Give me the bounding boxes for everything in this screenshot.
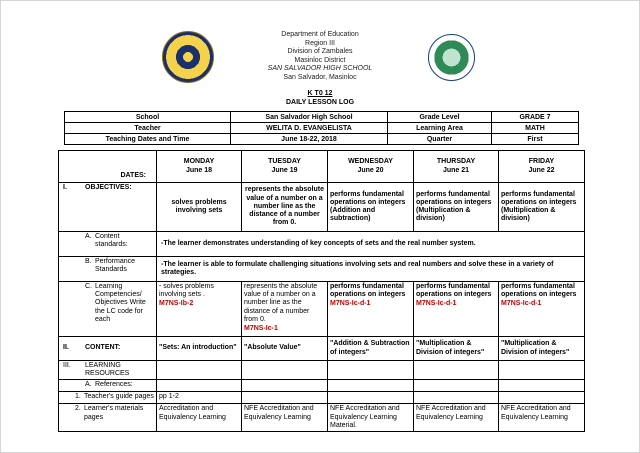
- objective-tuesday: represents the absolute value of a number on a number line as the distance of a number from 0.: [242, 183, 328, 232]
- empty-cell: [328, 361, 414, 380]
- department-line: Department of Education: [281, 31, 359, 38]
- day-date: June 20: [357, 166, 384, 174]
- section-letter: A.: [85, 381, 92, 389]
- lc-code: M7NS-Ib-2: [159, 300, 194, 308]
- teachers-guide-label-cell: [59, 392, 157, 404]
- section-label: LEARNING RESOURCES: [85, 362, 130, 378]
- day-name: FRIDAY: [528, 158, 555, 166]
- empty-cell: [499, 361, 585, 380]
- section-label: Performance Standards: [95, 258, 136, 274]
- section-letter: C.: [85, 283, 92, 290]
- school-name-line: SAN SALVADOR HIGH SCHOOL: [267, 65, 373, 73]
- content-label-cell: [59, 337, 157, 361]
- guide-pages-thursday: [414, 392, 499, 404]
- content-standards-row: [59, 232, 585, 257]
- learning-competencies-row: [59, 282, 585, 337]
- section-letter: A.: [85, 233, 92, 240]
- content-standards-label-cell: [59, 232, 157, 257]
- competency-text: performs fundamental operations on integers: [330, 283, 406, 299]
- objective-wednesday: performs fundamental operations on integers (Addition and subtraction): [328, 183, 414, 232]
- day-header-wednesday: [328, 151, 414, 183]
- info-label-learning-area: Learning Area: [388, 123, 492, 134]
- info-value-teacher: WELITA D. EVANGELISTA: [231, 123, 388, 134]
- school-seal-logo: [428, 34, 475, 81]
- district-line: Masinloc District: [294, 56, 346, 64]
- info-row-teacher: [65, 123, 579, 134]
- materials-wednesday: NFE Accreditation and Equivalency Learning Material.: [328, 404, 414, 432]
- performance-standards-row: [59, 257, 585, 282]
- content-tuesday: "Absolute Value": [242, 337, 328, 361]
- section-label: Learning Competencies/ Objectives Write the LC code for each: [95, 283, 146, 323]
- competency-text: - solves problems involving sets .: [159, 283, 214, 299]
- section-numeral: III.: [63, 362, 71, 369]
- info-value-grade-level: GRADE 7: [492, 112, 579, 123]
- day-header-row: [59, 151, 585, 183]
- info-row-school: [65, 112, 579, 123]
- section-label: CONTENT:: [85, 344, 121, 352]
- day-name: WEDNESDAY: [348, 158, 393, 166]
- info-row-dates: [65, 134, 579, 145]
- school-address-line: San Salvador, Masinloc: [283, 73, 357, 81]
- section-numeral: II.: [63, 344, 69, 352]
- guide-pages-monday: pp 1-2: [157, 392, 242, 404]
- objective-thursday: performs fundamental operations on integers (Multiplication & division): [414, 183, 499, 232]
- section-letter: B.: [85, 258, 92, 265]
- day-name: THURSDAY: [436, 158, 476, 166]
- info-label-teacher: Teacher: [65, 123, 231, 134]
- info-label-grade-level: Grade Level: [388, 112, 492, 123]
- content-standards-text: -The learner demonstrates understanding of key concepts of sets and the real number system.: [157, 232, 585, 257]
- empty-cell: [328, 380, 414, 392]
- empty-cell: [157, 380, 242, 392]
- empty-cell: [157, 361, 242, 380]
- section-label: References:: [95, 381, 133, 389]
- teachers-guide-row: [59, 392, 585, 404]
- empty-cell: [414, 380, 499, 392]
- document-title: DAILY LESSON LOG: [285, 99, 355, 106]
- letterhead-text: [1, 31, 639, 83]
- competency-thursday: [414, 282, 499, 337]
- day-name: TUESDAY: [268, 158, 301, 166]
- learners-materials-row: [59, 404, 585, 432]
- performance-standards-text: -The learner is able to formulate challenging situations involving sets and real numbers and solve these in a variety of strategies.: [157, 257, 585, 282]
- references-label-cell: [59, 380, 157, 392]
- objective-friday: performs fundamental operations on integers (Multiplication & division): [499, 183, 585, 232]
- item-label: Learner's materials pages: [84, 405, 144, 421]
- section-label: Content standards:: [95, 233, 128, 249]
- school-info-table: [64, 111, 579, 145]
- materials-friday: NFE Accreditation and Equivalency Learning: [499, 404, 585, 432]
- materials-monday: Accreditation and Equivalency Learning: [157, 404, 242, 432]
- info-value-quarter: First: [492, 134, 579, 145]
- empty-cell: [242, 361, 328, 380]
- dates-label-cell: DATES:: [59, 151, 157, 183]
- lc-code: M7NS-Ic-1: [244, 325, 278, 333]
- competencies-label-cell: [59, 282, 157, 337]
- k12-heading: K T0 12: [307, 90, 333, 97]
- learners-materials-label-cell: [59, 404, 157, 432]
- materials-tuesday: NFE Accreditation and Equivalency Learning: [242, 404, 328, 432]
- guide-pages-tuesday: [242, 392, 328, 404]
- document-header: [1, 29, 639, 87]
- materials-thursday: NFE Accreditation and Equivalency Learning: [414, 404, 499, 432]
- objective-monday: solves problems involving sets: [157, 183, 242, 232]
- lc-code: M7NS-Ic-d-1: [416, 300, 457, 308]
- competency-wednesday: [328, 282, 414, 337]
- region-line: Region III: [305, 39, 335, 47]
- day-header-monday: [157, 151, 242, 183]
- content-friday: "Multiplication & Division of integers": [499, 337, 585, 361]
- info-value-learning-area: MATH: [492, 123, 579, 134]
- content-monday: "Sets: An introduction": [157, 337, 242, 361]
- competency-tuesday: [242, 282, 328, 337]
- empty-cell: [499, 380, 585, 392]
- competency-text: performs fundamental operations on integers: [416, 283, 492, 299]
- day-date: June 19: [271, 166, 298, 174]
- guide-pages-wednesday: [328, 392, 414, 404]
- references-row: [59, 380, 585, 392]
- day-date: June 22: [528, 166, 555, 174]
- competency-friday: [499, 282, 585, 337]
- content-row: [59, 337, 585, 361]
- item-label: Teacher's guide pages: [84, 393, 154, 401]
- division-line: Division of Zambales: [287, 48, 353, 56]
- day-date: June 21: [442, 166, 470, 174]
- empty-cell: [414, 361, 499, 380]
- learning-resources-row: [59, 361, 585, 380]
- objectives-row: [59, 183, 585, 232]
- competency-text: represents the absolute value of a number on a number line as the distance of a number from 0.: [244, 283, 318, 323]
- item-number: 1.: [75, 393, 81, 401]
- learning-resources-label-cell: [59, 361, 157, 380]
- performance-standards-label-cell: [59, 257, 157, 282]
- info-value-teaching-dates: June 18-22, 2018: [231, 134, 388, 145]
- lc-code: M7NS-Ic-d-1: [501, 300, 542, 308]
- competency-monday: [157, 282, 242, 337]
- section-numeral: I.: [63, 184, 67, 191]
- empty-cell: [242, 380, 328, 392]
- day-name: MONDAY: [183, 158, 215, 166]
- day-header-friday: [499, 151, 585, 183]
- item-number: 2.: [75, 405, 81, 413]
- info-label-school: School: [65, 112, 231, 123]
- section-label: OBJECTIVES:: [85, 184, 132, 191]
- content-wednesday: "Addition & Subtraction of integers": [328, 337, 414, 361]
- day-header-thursday: [414, 151, 499, 183]
- content-thursday: "Multiplication & Division of integers": [414, 337, 499, 361]
- guide-pages-friday: [499, 392, 585, 404]
- info-label-quarter: Quarter: [388, 134, 492, 145]
- info-label-teaching-dates: Teaching Dates and Time: [65, 134, 231, 145]
- info-value-school: San Salvador High School: [231, 112, 388, 123]
- daily-lesson-log-table: [58, 150, 585, 432]
- competency-text: performs fundamental operations on integers: [501, 283, 577, 299]
- day-date: June 18: [185, 166, 213, 174]
- lc-code: M7NS-Ic-d-1: [330, 300, 371, 308]
- objectives-label-cell: [59, 183, 157, 232]
- day-header-tuesday: [242, 151, 328, 183]
